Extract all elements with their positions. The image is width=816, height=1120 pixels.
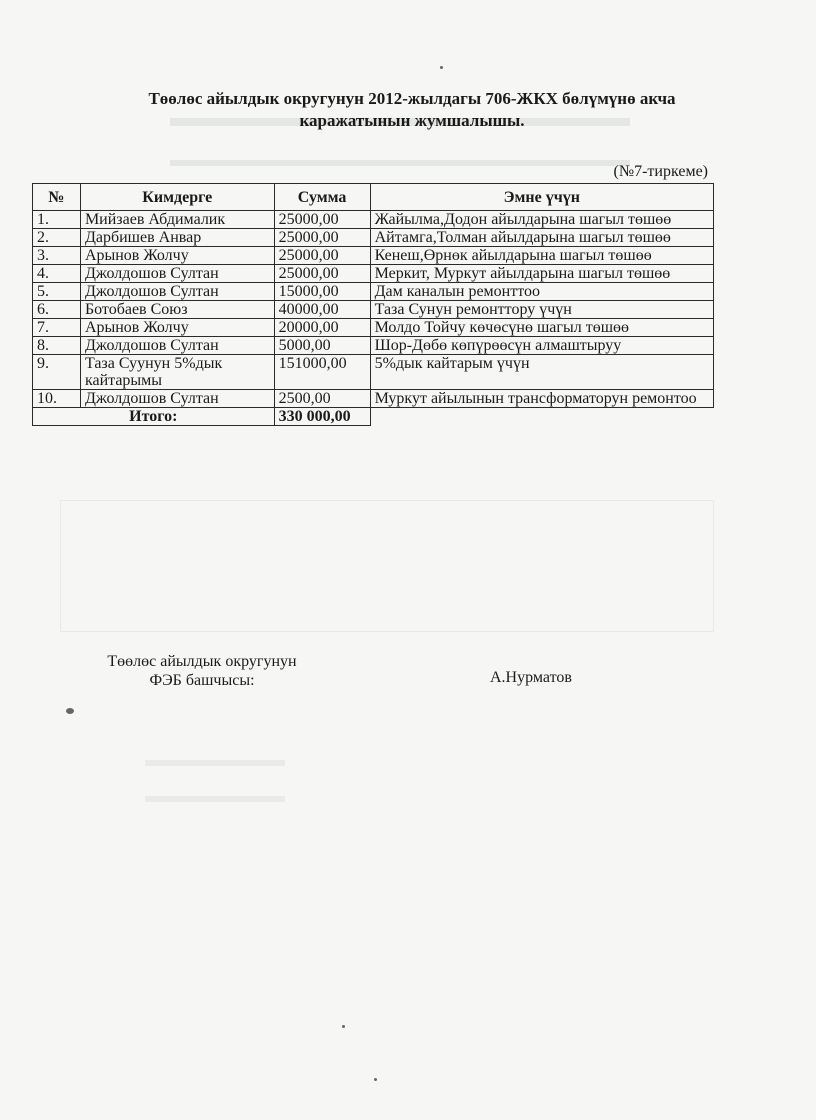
scan-speck (342, 1025, 345, 1028)
table-row (33, 319, 714, 337)
row-number: 6. (33, 301, 81, 319)
row-purpose: Дам каналын ремонттоо (370, 283, 713, 301)
row-number: 3. (33, 247, 81, 265)
row-sum: 15000,00 (274, 283, 370, 301)
row-recipient: Джолдошов Султан (80, 390, 274, 408)
column-header-number: № (33, 184, 81, 211)
appendix-number: (№7-тиркеме) (613, 163, 708, 180)
table-header-row (33, 184, 714, 211)
table-row (33, 337, 714, 355)
row-recipient: Арынов Жолчу (80, 319, 274, 337)
total-value: 330 000,00 (274, 408, 370, 426)
signatory-name: А.Нурматов (490, 669, 572, 686)
row-purpose: Молдо Тойчу көчөсүнө шагыл төшөө (370, 319, 713, 337)
row-sum: 20000,00 (274, 319, 370, 337)
total-label: Итого: (33, 408, 275, 426)
row-sum: 2500,00 (274, 390, 370, 408)
row-recipient: Джолдошов Султан (80, 337, 274, 355)
row-sum: 5000,00 (274, 337, 370, 355)
signatory-position: Төөлөс айылдык округунун ФЭБ башчысы: (107, 653, 297, 689)
row-sum: 40000,00 (274, 301, 370, 319)
row-purpose: Кенеш,Өрнөк айылдарына шагыл төшөө (370, 247, 713, 265)
scan-speck (66, 708, 74, 714)
row-sum: 25000,00 (274, 247, 370, 265)
table-body (33, 211, 714, 426)
table-row (33, 301, 714, 319)
row-number: 7. (33, 319, 81, 337)
row-recipient: Джолдошов Султан (80, 283, 274, 301)
table-row (33, 265, 714, 283)
total-row (33, 408, 714, 426)
document-title: Төөлөс айылдык округунун 2012-жылдагы 706-ЖКХ бөлүмүнө акча каражатынын жумшалышы. (148, 89, 676, 130)
row-number: 5. (33, 283, 81, 301)
row-sum: 25000,00 (274, 211, 370, 229)
table-row (33, 247, 714, 265)
row-number: 4. (33, 265, 81, 283)
total-empty-cell (370, 408, 713, 426)
scan-speck (374, 1078, 377, 1081)
row-number: 1. (33, 211, 81, 229)
row-purpose: Меркит, Муркут айылдарына шагыл төшөө (370, 265, 713, 283)
row-recipient: Мийзаев Абдималик (80, 211, 274, 229)
row-number: 9. (33, 355, 81, 390)
row-purpose: Жайылма,Додон айылдарына шагыл төшөө (370, 211, 713, 229)
row-number: 10. (33, 390, 81, 408)
row-recipient: Арынов Жолчу (80, 247, 274, 265)
row-purpose: Айтамга,Толман айылдарына шагыл төшөө (370, 229, 713, 247)
row-purpose: Таза Сунун ремонттору үчүн (370, 301, 713, 319)
row-sum: 151000,00 (274, 355, 370, 390)
column-header-sum: Сумма (274, 184, 370, 211)
row-recipient: Ботобаев Союз (80, 301, 274, 319)
column-header-purpose: Эмне үчүн (370, 184, 713, 211)
scan-speck (440, 66, 443, 69)
row-number: 2. (33, 229, 81, 247)
show-through-text (145, 760, 285, 802)
table-row (33, 355, 714, 390)
table-row (33, 229, 714, 247)
row-number: 8. (33, 337, 81, 355)
expenditure-table (32, 183, 714, 426)
row-purpose: Шор-Дөбө көпүрөөсүн алмаштыруу (370, 337, 713, 355)
table-row (33, 283, 714, 301)
row-sum: 25000,00 (274, 229, 370, 247)
column-header-recipient: Кимдерге (80, 184, 274, 211)
row-purpose: Муркут айылынын трансформаторун ремонтоо (370, 390, 713, 408)
row-recipient: Таза Суунун 5%дык кайтарымы (80, 355, 274, 390)
table-row (33, 390, 714, 408)
row-recipient: Дарбишев Анвар (80, 229, 274, 247)
table-row (33, 211, 714, 229)
show-through-text (60, 500, 714, 632)
row-recipient: Джолдошов Султан (80, 265, 274, 283)
row-sum: 25000,00 (274, 265, 370, 283)
row-purpose: 5%дык кайтарым үчүн (370, 355, 713, 390)
